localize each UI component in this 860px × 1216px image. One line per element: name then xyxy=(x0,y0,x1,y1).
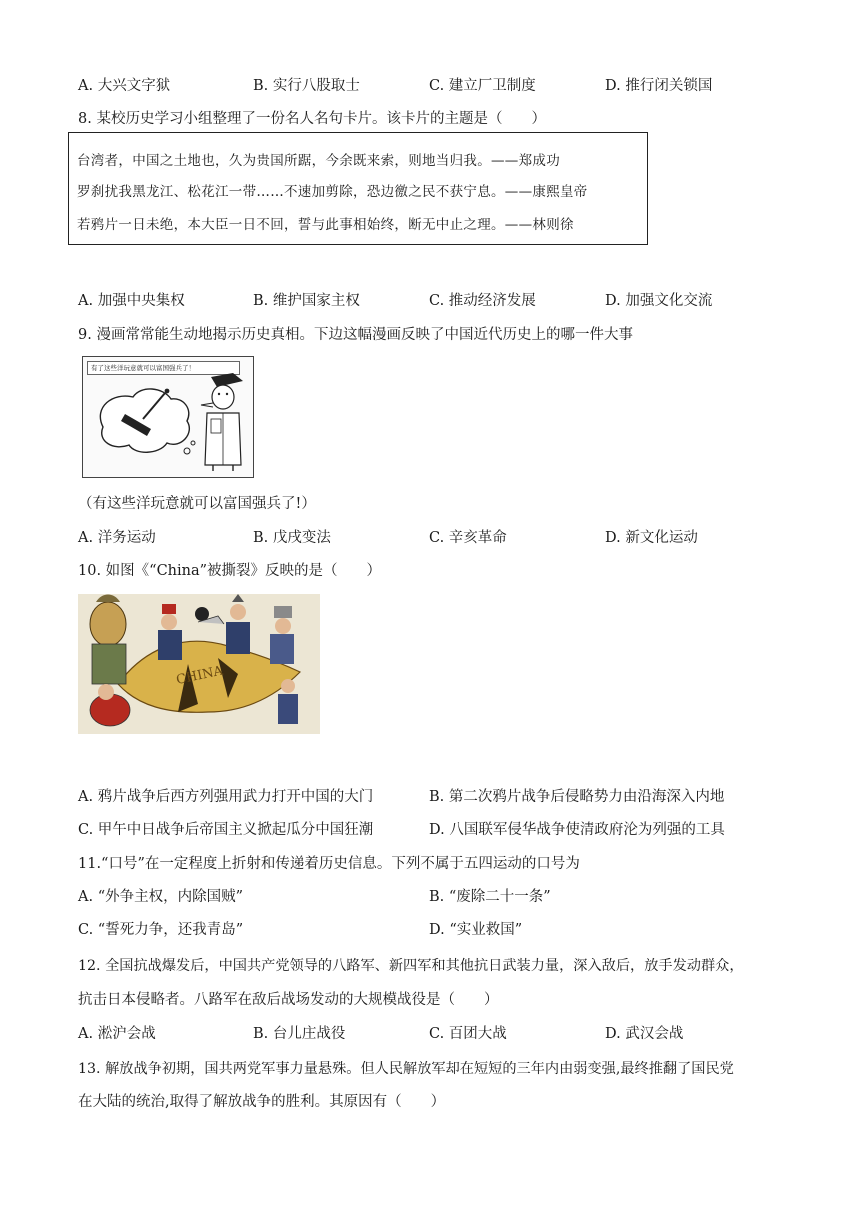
q10-stem: 10. 如图《“China”被撕裂》反映的是（ ） xyxy=(78,563,382,579)
q13-stem-line2: 在大陆的统治,取得了解放战争的胜利。其原因有（ ） xyxy=(78,1094,446,1110)
cartoon-caption-box: 有了这些洋玩意就可以富国强兵了！ xyxy=(87,361,240,375)
q11-option-d: D. “实业救国” xyxy=(429,922,523,938)
china-torn-drawing xyxy=(78,594,320,734)
q8-option-c: C. 推动经济发展 xyxy=(429,293,536,309)
q10-option-d: D. 八国联军侵华战争使清政府沦为列强的工具 xyxy=(429,822,725,838)
q7-option-b: B. 实行八股取士 xyxy=(253,78,360,94)
q9-stem: 9. 漫画常常能生动地揭示历史真相。下边这幅漫画反映了中国近代历史上的哪一件大事 xyxy=(78,327,633,343)
quote-line-3: 若鸦片一日未绝，本大臣一日不回，誓与此事相始终，断无中止之理。——林则徐 xyxy=(77,217,574,233)
cartoon-drawing xyxy=(83,357,253,477)
q11-option-c: C. “誓死力争，还我青岛” xyxy=(78,922,244,938)
q11-stem: 11.“口号”在一定程度上折射和传递着历史信息。下列不属于五四运动的口号为 xyxy=(78,856,580,872)
q7-option-c: C. 建立厂卫制度 xyxy=(429,78,536,94)
q12-option-a: A. 淞沪会战 xyxy=(78,1026,156,1042)
q9-caption: （有这些洋玩意就可以富国强兵了!） xyxy=(78,496,316,512)
q8-stem: 8. 某校历史学习小组整理了一份名人名句卡片。该卡片的主题是（ ） xyxy=(78,111,546,127)
q12-stem-line1: 12. 全国抗战爆发后，中国共产党领导的八路军、新四军和其他抗日武装力量，深入敌后，放手发动群众， xyxy=(78,958,744,974)
q11-option-a: A. “外争主权，内除国贼” xyxy=(78,889,244,905)
q8-option-d: D. 加强文化交流 xyxy=(605,293,713,309)
quote-card xyxy=(68,132,648,245)
q11-option-b: B. “废除二十一条” xyxy=(429,889,551,905)
q12-option-d: D. 武汉会战 xyxy=(605,1026,684,1042)
q9-option-a: A. 洋务运动 xyxy=(78,530,156,546)
q10-option-c: C. 甲午中日战争后帝国主义掀起瓜分中国狂潮 xyxy=(78,822,374,838)
china-torn-image xyxy=(78,594,320,734)
q13-stem-line1: 13. 解放战争初期，国共两党军事力量悬殊。但人民解放军却在短短的三年内由弱变强,最终推翻了国民党 xyxy=(78,1061,734,1077)
q12-stem-line2: 抗击日本侵略者。八路军在敌后战场发动的大规模战役是（ ） xyxy=(78,992,499,1008)
q12-option-c: C. 百团大战 xyxy=(429,1026,507,1042)
image-word-china: CHINA xyxy=(174,663,225,688)
q7-option-a: A. 大兴文字狱 xyxy=(78,78,171,94)
q8-option-a: A. 加强中央集权 xyxy=(78,293,185,309)
cartoon-image xyxy=(82,356,254,478)
q12-option-b: B. 台儿庄战役 xyxy=(253,1026,346,1042)
q10-option-b: B. 第二次鸦片战争后侵略势力由沿海深入内地 xyxy=(429,789,725,805)
q9-option-c: C. 辛亥革命 xyxy=(429,530,507,546)
quote-line-2: 罗刹扰我黑龙江、松花江一带……不速加剪除，恐边徼之民不获宁息。——康熙皇帝 xyxy=(77,184,588,200)
q8-option-b: B. 维护国家主权 xyxy=(253,293,360,309)
q9-option-d: D. 新文化运动 xyxy=(605,530,698,546)
q9-option-b: B. 戊戌变法 xyxy=(253,530,331,546)
q10-option-a: A. 鸦片战争后西方列强用武力打开中国的大门 xyxy=(78,789,374,805)
quote-line-1: 台湾者，中国之土地也，久为贵国所踞，今余既来索，则地当归我。——郑成功 xyxy=(77,153,560,169)
q7-option-d: D. 推行闭关锁国 xyxy=(605,78,713,94)
